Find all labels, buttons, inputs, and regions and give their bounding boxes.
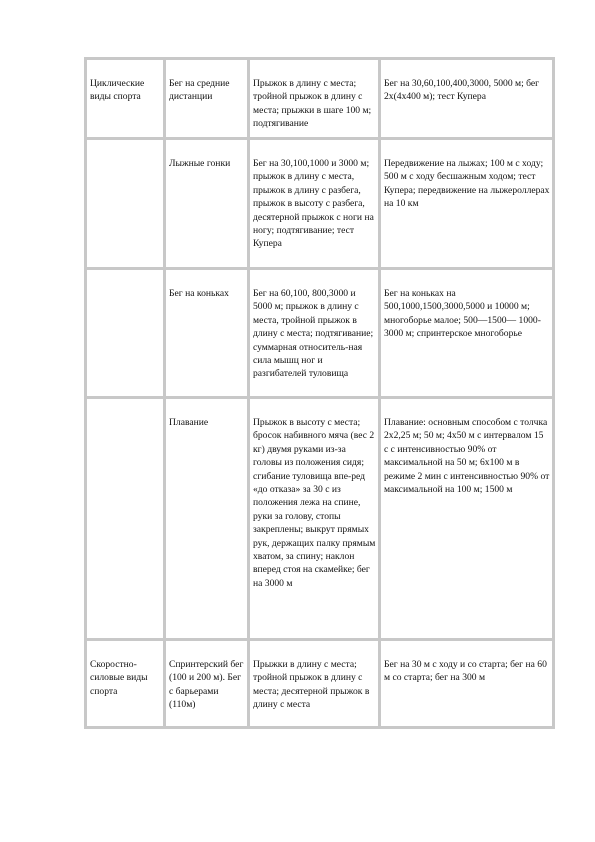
cell-special-tests: Бег на 30 м с ходу и со старта; бег на 60 м со старта; бег на 300 м — [380, 640, 554, 728]
cell-sport: Бег на коньках — [165, 269, 249, 398]
table-row — [86, 640, 554, 728]
cell-group — [86, 269, 165, 398]
cell-general-tests: Прыжки в длину с места; тройной прыжок в длину с места; десятерной прыжок в длину с места — [249, 640, 380, 728]
table-row — [86, 269, 554, 398]
cell-sport: Лыжные гонки — [165, 139, 249, 269]
cell-general-tests: Прыжок в длину с места; тройной прыжок в длину с места; прыжки в шаге 100 м; подтягивание — [249, 59, 380, 139]
cell-special-tests: Плавание: основным способом с толчка 2х2,25 м; 50 м; 4х50 м с интервалом 15 с с интенсивностью 90% от максимальной на 50 м; 6х100 м в режиме 2 мин с интенсивностью 90% от максимальной на 100 м; 1500 м — [380, 398, 554, 640]
cell-general-tests: Прыжок в высоту с места; бросок набивного мяча (вес 2 кг) двумя руками из-за головы из положения сидя; сгибание туловища впе-ред «до отказа» за 30 с из положения лежа на спине, руки за голову, стопы закреплены; выкрут прямых рук, держащих палку прямым хватом, за спину; наклон вперед стоя на скамейке; бег на 3000 м — [249, 398, 380, 640]
cell-group — [86, 398, 165, 640]
cell-general-tests: Бег на 60,100, 800,3000 и 5000 м; прыжок в длину с места, тройной прыжок в длину с места; подтягивание; суммарная относитель-ная сила мышц ног и разгибателей туловища — [249, 269, 380, 398]
table-row — [86, 398, 554, 640]
cell-group — [86, 139, 165, 269]
cell-special-tests: Бег на коньках на 500,1000,1500,3000,5000 и 10000 м; многоборье малое; 500—1500— 1000-3000 м; спринтерское многоборье — [380, 269, 554, 398]
cell-general-tests: Бег на 30,100,1000 и 3000 м; прыжок в длину с места, прыжок в длину с разбега, прыжок в высоту с разбега, десятерной прыжок с ноги на ногу; подтягивание; тест Купера — [249, 139, 380, 269]
cell-sport: Спринтерский бег (100 и 200 м). Бег с барьерами (110м) — [165, 640, 249, 728]
table-row — [86, 139, 554, 269]
sports-tests-table — [84, 57, 555, 729]
table-row — [86, 59, 554, 139]
cell-special-tests: Передвижение на лыжах; 100 м с ходу; 500 м с ходу бесшажным ходом; тест Купера; передвижение на лыжероллерах на 10 км — [380, 139, 554, 269]
cell-sport: Плавание — [165, 398, 249, 640]
cell-group: Скоростно-силовые виды спорта — [86, 640, 165, 728]
cell-group: Циклические виды спорта — [86, 59, 165, 139]
cell-special-tests: Бег на 30,60,100,400,3000, 5000 м; бег 2х(4х400 м); тест Купера — [380, 59, 554, 139]
cell-sport: Бег на средние дистанции — [165, 59, 249, 139]
